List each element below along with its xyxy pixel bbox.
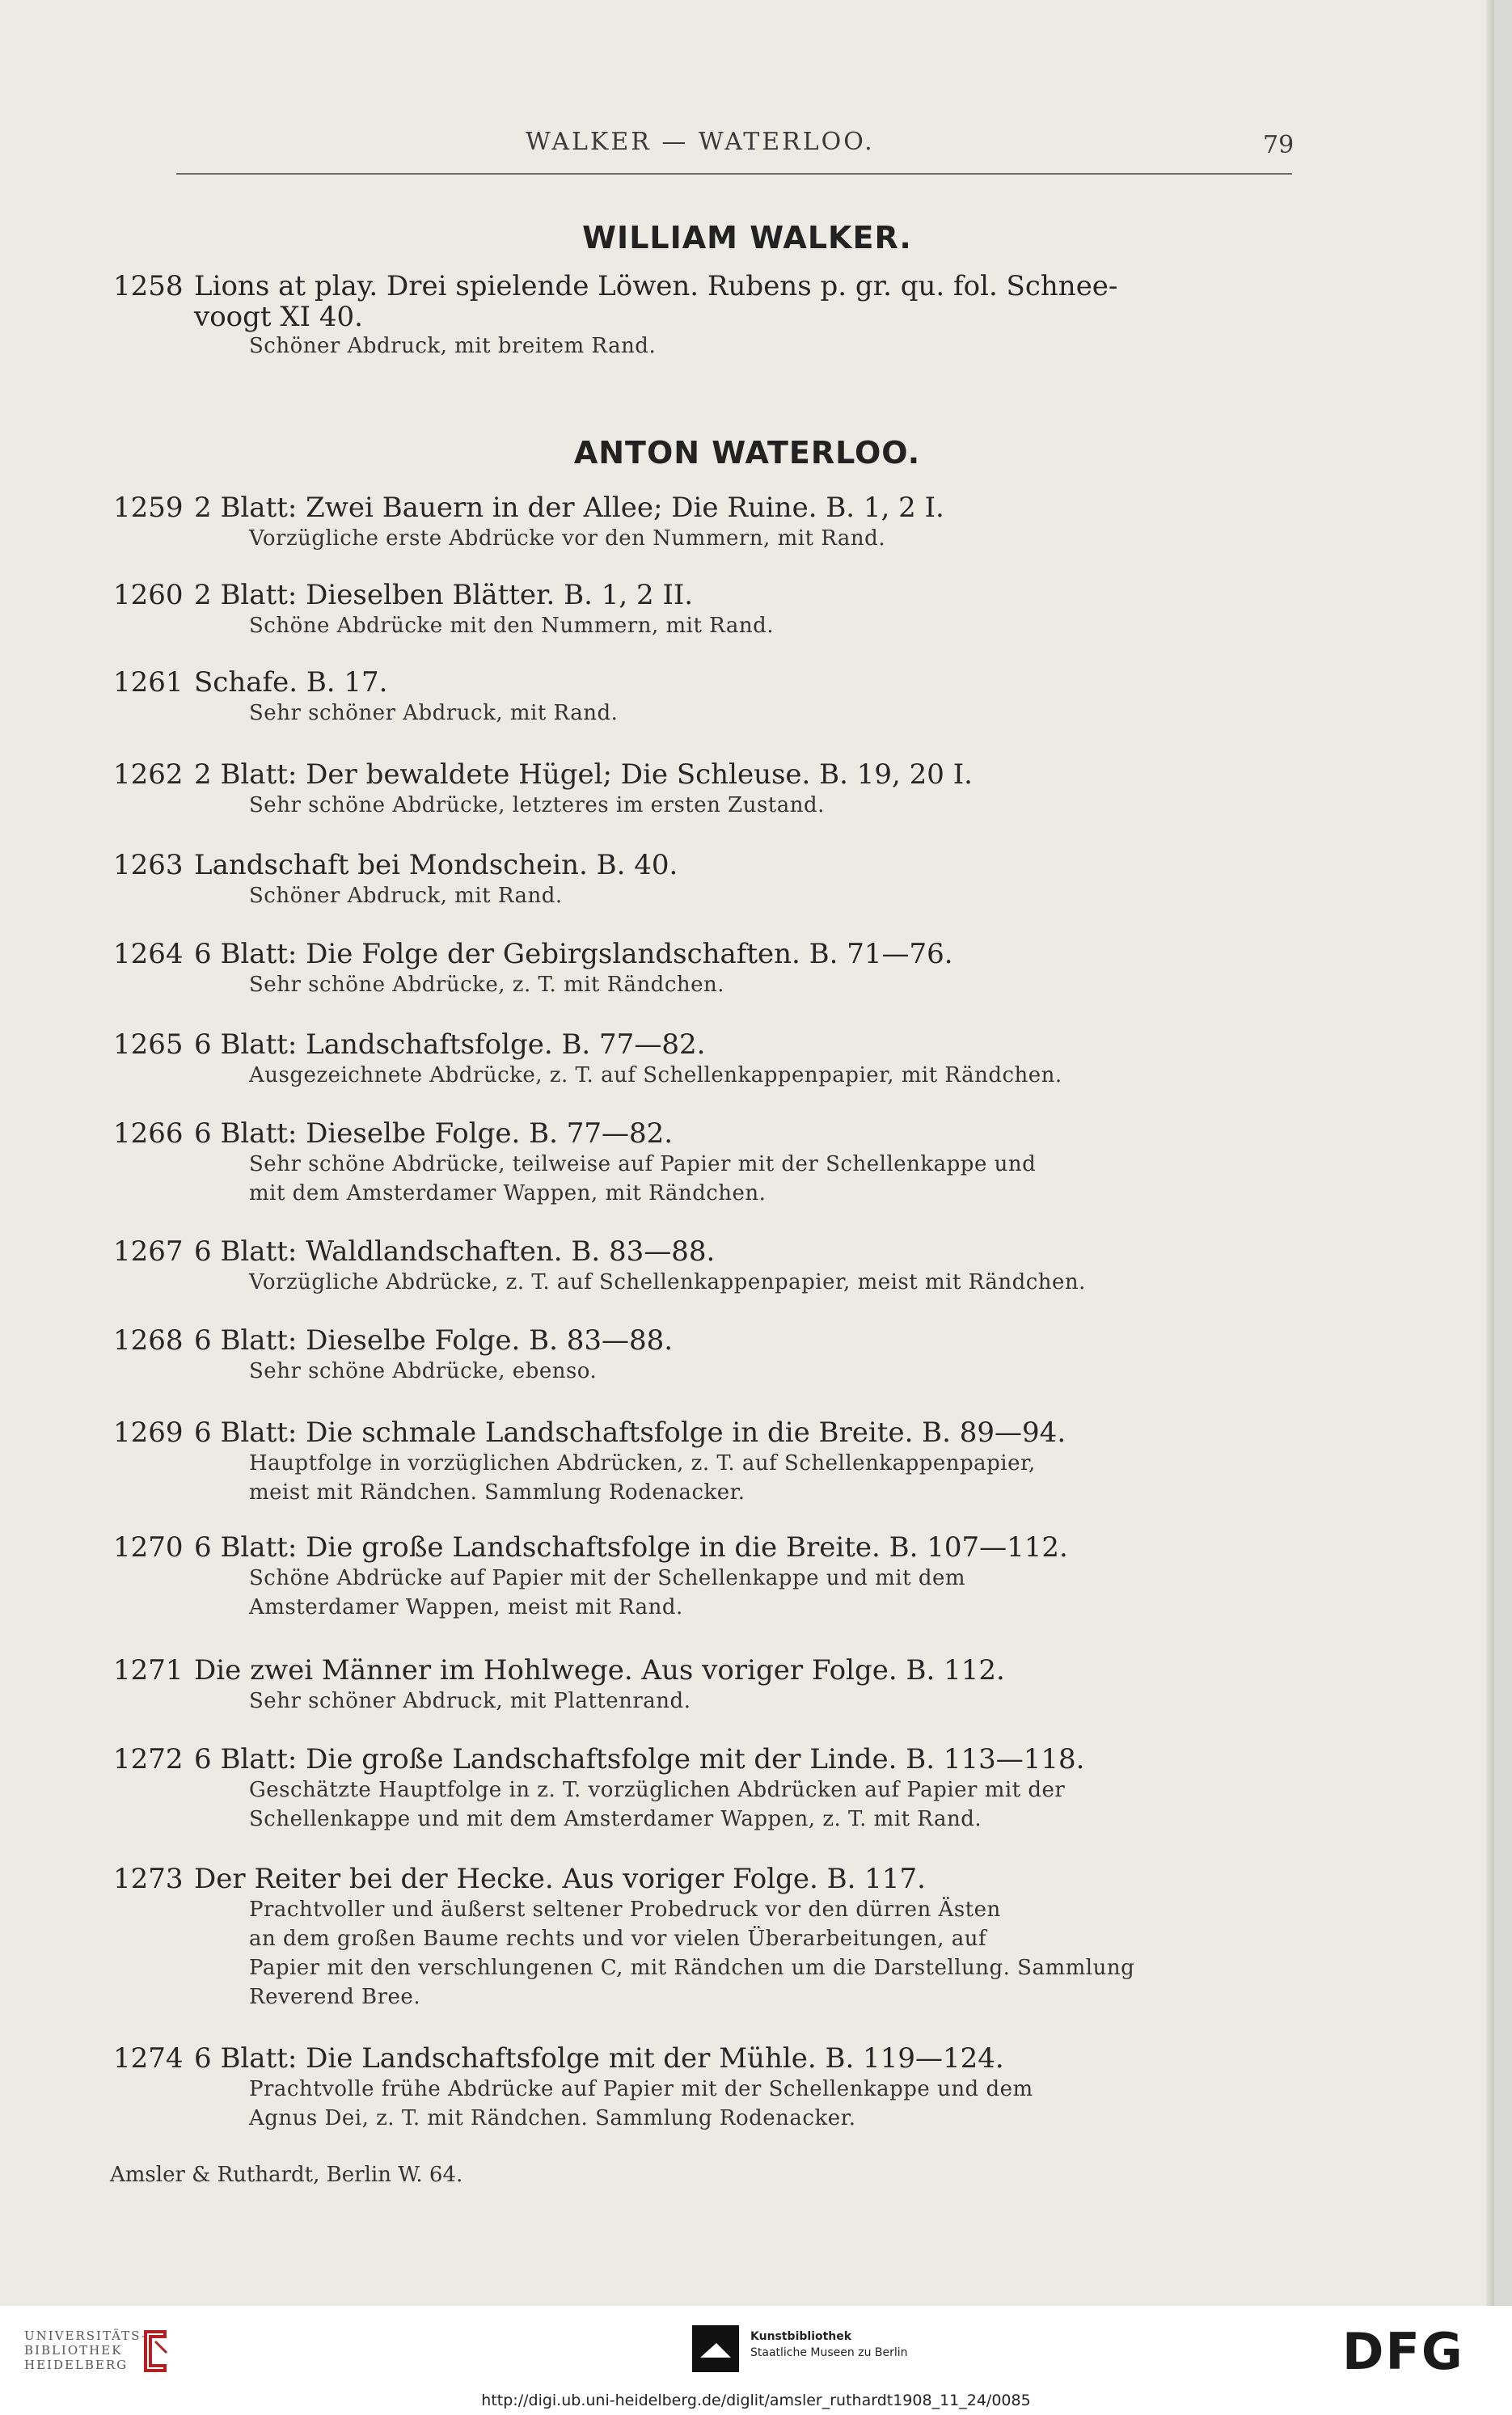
entry-note: Sehr schöner Abdruck, mit Rand.: [249, 701, 619, 725]
entry-title: 6 Blatt: Waldlandschaften. B. 83—88.: [194, 1235, 716, 1268]
entry-number: 1260: [113, 579, 184, 611]
entry-number: 1265: [113, 1028, 184, 1061]
ub-heidelberg-logo[interactable]: UNIVERSITÄTS- BIBLIOTHEK HEIDELBERG: [24, 2328, 148, 2372]
entry-title: 6 Blatt: Die große Landschaftsfolge in die Breite. B. 107—112.: [194, 1531, 1068, 1564]
section-title-waterloo: ANTON WATERLOO.: [573, 435, 921, 471]
entry-note: Papier mit den verschlungenen C, mit Rändchen um die Darstellung. Sammlung: [249, 1956, 1135, 1980]
catalog-entry: [113, 758, 1302, 820]
section-title-walker: WILLIAM WALKER.: [582, 220, 912, 255]
entry-note: Amsterdamer Wappen, meist mit Rand.: [249, 1595, 683, 1619]
catalog-entry: [113, 938, 1302, 999]
running-head: WALKER — WATERLOO.: [526, 128, 875, 156]
entry-note: Hauptfolge in vorzüglichen Abdrücken, z. T. auf Schellenkappenpapier,: [249, 1451, 1036, 1476]
entry-title: 6 Blatt: Dieselbe Folge. B. 83—88.: [194, 1324, 674, 1357]
entry-note: Schöner Abdruck, mit breitem Rand.: [249, 334, 657, 358]
entry-number: 1266: [113, 1117, 184, 1150]
catalog-entry: [113, 492, 1302, 553]
catalog-entry: [113, 1863, 1302, 2012]
catalog-entry: [113, 1654, 1302, 1716]
entry-note: Prachtvoller und äußerst seltener Probedruck vor den dürren Ästen: [249, 1898, 1001, 1922]
catalog-entry: [113, 1743, 1302, 1834]
entry-note: mit dem Amsterdamer Wappen, mit Rändchen.: [249, 1181, 767, 1205]
entry-note: an dem großen Baume rechts und vor vielen Überarbeitungen, auf: [249, 1927, 987, 1951]
header-rule: [176, 173, 1292, 175]
entry-note: Sehr schöne Abdrücke, letzteres im ersten Zustand.: [249, 793, 825, 817]
source-url[interactable]: http://digi.ub.uni-heidelberg.de/diglit/amsler_ruthardt1908_11_24/0085: [481, 2392, 1031, 2409]
entry-note: Schöne Abdrücke auf Papier mit der Schellenkappe und mit dem: [249, 1566, 966, 1590]
catalog-entry: [113, 1117, 1302, 1208]
entry-number: 1267: [113, 1235, 184, 1268]
entry-note: Sehr schöner Abdruck, mit Plattenrand.: [249, 1689, 691, 1713]
entry-title-continued: voogt XI 40.: [194, 301, 363, 333]
entry-note: Vorzügliche Abdrücke, z. T. auf Schellenkappenpapier, meist mit Rändchen.: [249, 1270, 1086, 1294]
page-number: 79: [1263, 131, 1294, 159]
catalog-entry: [113, 579, 1302, 640]
kunstbibliothek-label: Kunstbibliothek Staatliche Museen zu Berlin: [750, 2330, 908, 2359]
entry-note: Reverend Bree.: [249, 1985, 421, 2009]
entry-note: Ausgezeichnete Abdrücke, z. T. auf Schellenkappenpapier, mit Rändchen.: [249, 1063, 1062, 1087]
entry-note: Prachtvolle frühe Abdrücke auf Papier mit der Schellenkappe und dem: [249, 2077, 1033, 2101]
entry-title: 6 Blatt: Die große Landschaftsfolge mit der Linde. B. 113—118.: [194, 1743, 1085, 1775]
entry-note: Schellenkappe und mit dem Amsterdamer Wappen, z. T. mit Rand.: [249, 1807, 982, 1831]
entry-title: 2 Blatt: Dieselben Blätter. B. 1, 2 II.: [194, 579, 694, 611]
entry-number: 1270: [113, 1531, 184, 1564]
entry-title: Lions at play. Drei spielende Löwen. Rubens p. gr. qu. fol. Schnee-: [194, 270, 1118, 302]
catalog-entry: [113, 1416, 1302, 1507]
entry-number: 1259: [113, 492, 184, 524]
catalog-entry: [113, 1235, 1302, 1297]
entry-number: 1258: [113, 270, 184, 302]
catalog-entry: [113, 270, 1302, 361]
entry-title: Der Reiter bei der Hecke. Aus voriger Folge. B. 117.: [194, 1863, 926, 1895]
entry-note: Sehr schöne Abdrücke, ebenso.: [249, 1359, 598, 1383]
entry-number: 1268: [113, 1324, 184, 1357]
catalog-entry: [113, 1531, 1302, 1622]
entry-title: 2 Blatt: Der bewaldete Hügel; Die Schleuse. B. 19, 20 I.: [194, 758, 973, 791]
entry-note: Schöne Abdrücke mit den Nummern, mit Rand.: [249, 614, 774, 638]
entry-title: 6 Blatt: Landschaftsfolge. B. 77—82.: [194, 1028, 706, 1061]
catalog-entry: [113, 1028, 1302, 1090]
entry-number: 1274: [113, 2042, 184, 2075]
entry-note: Schöner Abdruck, mit Rand.: [249, 884, 563, 908]
entry-title: Die zwei Männer im Hohlwege. Aus voriger Folge. B. 112.: [194, 1654, 1005, 1687]
entry-note: meist mit Rändchen. Sammlung Rodenacker.: [249, 1480, 745, 1505]
entry-note: Vorzügliche erste Abdrücke vor den Nummern, mit Rand.: [249, 526, 886, 551]
entry-number: 1262: [113, 758, 184, 791]
entry-title: 6 Blatt: Die Folge der Gebirgslandschaften. B. 71—76.: [194, 938, 953, 970]
catalog-entry: [113, 1324, 1302, 1386]
entry-title: 6 Blatt: Dieselbe Folge. B. 77—82.: [194, 1117, 674, 1150]
entry-number: 1273: [113, 1863, 184, 1895]
entry-number: 1269: [113, 1416, 184, 1449]
catalog-entry: [113, 2042, 1302, 2133]
entry-number: 1263: [113, 849, 184, 881]
entry-note: Agnus Dei, z. T. mit Rändchen. Sammlung Rodenacker.: [249, 2106, 856, 2130]
entry-title: Landschaft bei Mondschein. B. 40.: [194, 849, 678, 881]
entry-note: Sehr schöne Abdrücke, z. T. mit Rändchen.: [249, 973, 725, 997]
catalog-entry: [113, 666, 1302, 728]
entry-note: Geschätzte Hauptfolge in z. T. vorzüglichen Abdrücken auf Papier mit der: [249, 1778, 1066, 1802]
kunstbibliothek-logo-icon[interactable]: [692, 2325, 739, 2372]
catalog-entry: [113, 849, 1302, 910]
entry-title: 2 Blatt: Zwei Bauern in der Allee; Die Ruine. B. 1, 2 I.: [194, 492, 944, 524]
dfg-logo[interactable]: DFG: [1342, 2322, 1464, 2381]
publisher-imprint: Amsler & Ruthardt, Berlin W. 64.: [110, 2163, 463, 2187]
entry-number: 1271: [113, 1654, 184, 1687]
entry-number: 1264: [113, 938, 184, 970]
page-spine-shadow: [1486, 0, 1494, 2306]
ub-heidelberg-mark-icon: [139, 2328, 171, 2374]
entry-note: Sehr schöne Abdrücke, teilweise auf Papier mit der Schellenkappe und: [249, 1152, 1037, 1176]
entry-title: 6 Blatt: Die Landschaftsfolge mit der Mühle. B. 119—124.: [194, 2042, 1004, 2075]
entry-title: Schafe. B. 17.: [194, 666, 388, 699]
entry-title: 6 Blatt: Die schmale Landschaftsfolge in die Breite. B. 89—94.: [194, 1416, 1066, 1449]
entry-number: 1272: [113, 1743, 184, 1775]
entry-number: 1261: [113, 666, 184, 699]
page-edge: [1494, 0, 1512, 2306]
